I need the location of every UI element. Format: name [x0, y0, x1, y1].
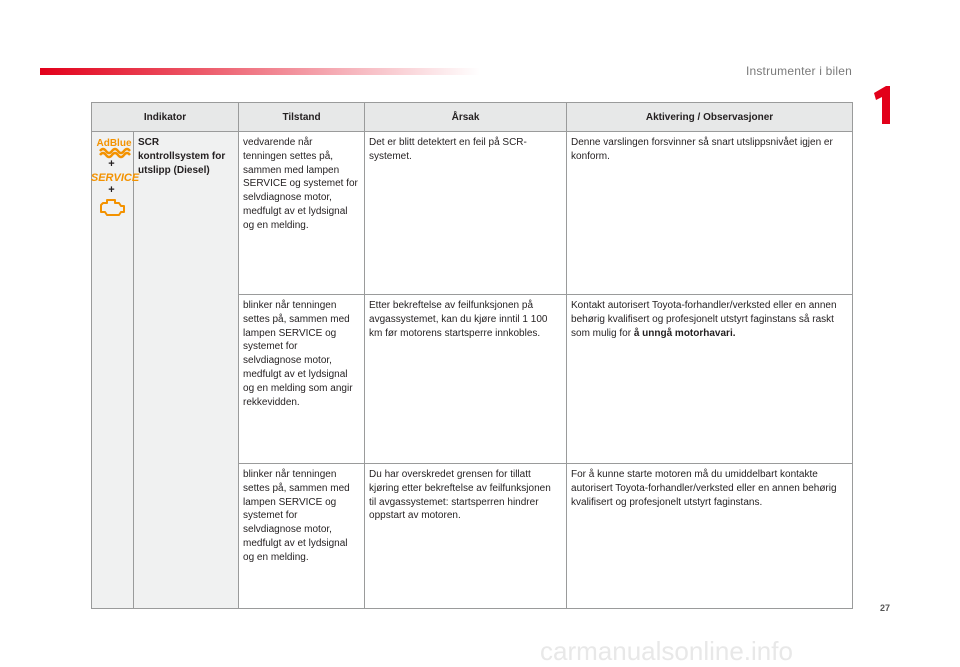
- svg-text:SERVICE: SERVICE: [90, 172, 140, 184]
- column-header-indicator: Indikator: [92, 103, 239, 132]
- column-header-condition: Tilstand: [239, 103, 365, 132]
- action-text: Kontakt autorisert Toyota-forhandler/verksted eller en annen behørig kvalifisert og profesjonelt utstyrt faginstans så raskt som mulig for: [571, 300, 837, 339]
- action-cell: For å kunne starte motoren må du umiddelbart kontakte autorisert Toyota-forhandler/verksted eller en annen behørig kvalifisert og profesjonelt utstyrt faginstans.: [567, 464, 853, 609]
- page-number: 27: [880, 603, 891, 613]
- action-emphasis: å unngå motorhavari.: [633, 327, 736, 339]
- table-row: [92, 132, 853, 295]
- indicator-name: SCR kontrollsystem for utslipp (Diesel): [134, 132, 239, 609]
- chapter-number: [868, 85, 896, 125]
- column-header-action: Aktivering / Observasjoner: [567, 103, 853, 132]
- engine-check-icon: [97, 196, 127, 218]
- condition-cell: blinker når tenningen settes på, sammen med lampen SERVICE og systemet for selvdiagnose motor, medfulgt av et lydsignal og en melding.: [239, 464, 365, 609]
- condition-cell: vedvarende når tenningen settes på, sammen med lampen SERVICE og systemet for selvdiagnose motor, medfulgt av et lydsignal og en melding.: [239, 132, 365, 295]
- action-cell: Denne varslingen forsvinner så snart utslippsnivået igjen er konform.: [567, 132, 853, 295]
- adblue-icon: [96, 136, 132, 158]
- section-title: Instrumenter i bilen: [745, 64, 852, 78]
- column-header-cause: Årsak: [365, 103, 567, 132]
- cause-cell: Du har overskredet grensen for tillatt kjøring etter bekreftelse av feilfunksjonen til avgassystemet: startsperren hindrer oppstart av motoren.: [365, 464, 567, 609]
- cause-cell: Det er blitt detektert en feil på SCR-systemet.: [365, 132, 567, 295]
- svg-text:AdBlue: AdBlue: [96, 138, 132, 149]
- plus-sign: +: [108, 184, 115, 196]
- plus-sign: +: [108, 158, 115, 170]
- header-accent-bar: [40, 68, 480, 75]
- indicator-table: [91, 102, 853, 609]
- indicator-icons-cell: [90, 132, 140, 609]
- action-cell: [567, 295, 853, 464]
- condition-cell: blinker når tenningen settes på, sammen med lampen SERVICE og systemet for selvdiagnose motor, medfulgt av et lydsignal og en melding som angir rekkevidden.: [239, 295, 365, 464]
- table-header-row: [92, 103, 853, 132]
- watermark: carmanualsonline.info: [540, 636, 793, 666]
- cause-cell: Etter bekreftelse av feilfunksjonen på avgassystemet, kan du kjøre inntil 1 100 km før motorens startsperre innkobles.: [365, 295, 567, 464]
- service-icon: [90, 170, 140, 184]
